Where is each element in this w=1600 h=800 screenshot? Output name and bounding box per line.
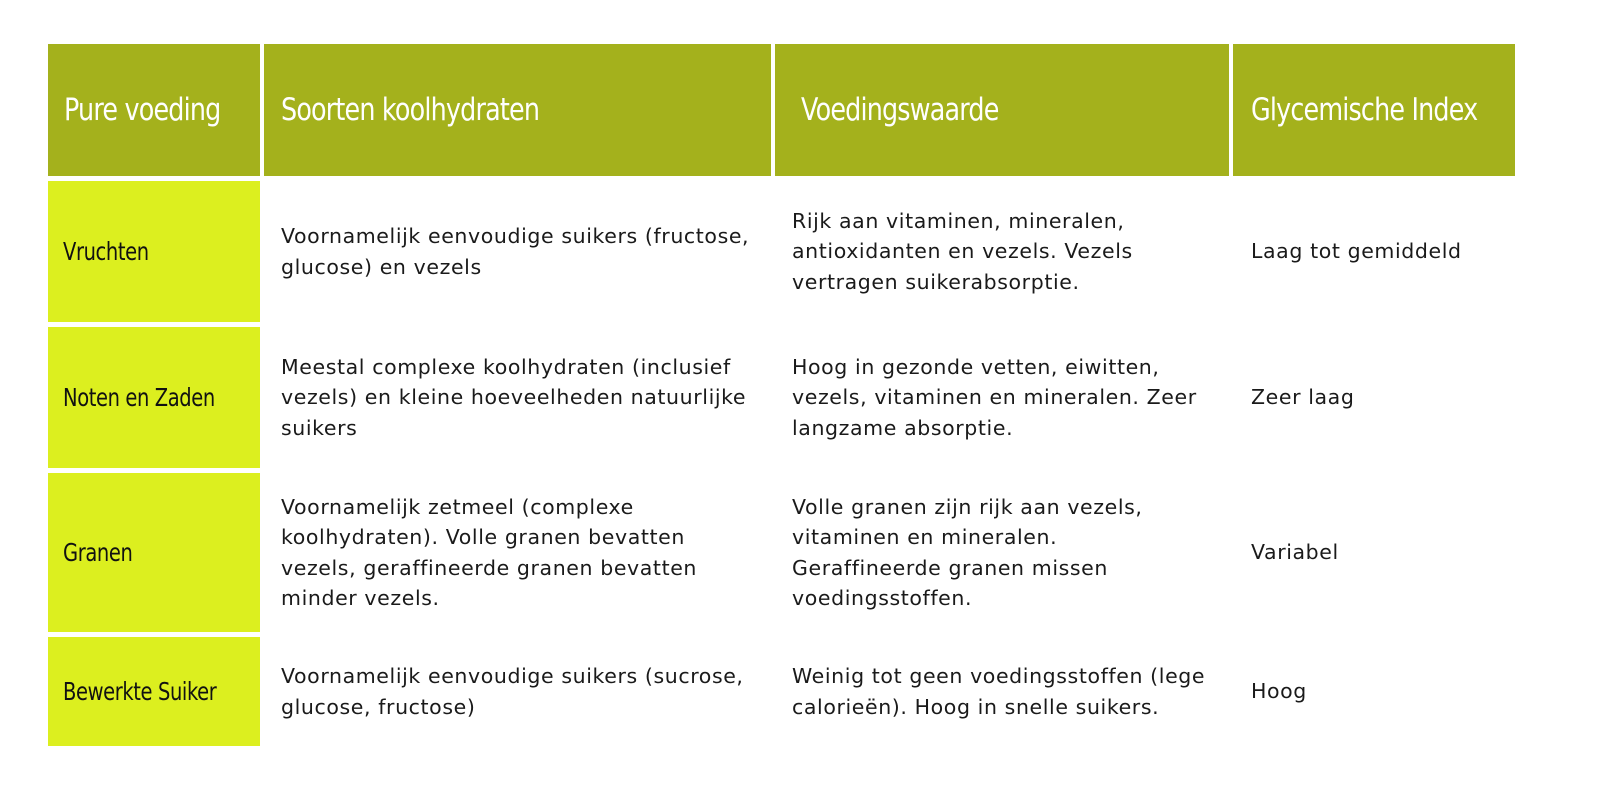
header-label: Glycemische Index: [1251, 92, 1478, 128]
nutrition-cell: [775, 473, 1229, 632]
nutrition-cell: [775, 181, 1229, 322]
carbs-text: Voornamelijk zetmeel (complexe koolhydraten). Volle granen bevatten vezels, geraffineerde granen bevatten minder vezels.: [281, 494, 698, 610]
gi-cell: [1233, 637, 1515, 746]
food-cell-vruchten: [48, 181, 260, 322]
carbs-cell: [264, 637, 771, 746]
gi-cell: [1233, 473, 1515, 632]
header-cell-glycemische-index: [1233, 44, 1515, 176]
carbs-cell: [264, 327, 771, 468]
carbs-text: Meestal complexe koolhydraten (inclusief vezels) en kleine hoeveelheden natuurlijke suikers: [281, 354, 747, 440]
header-cell-soorten-koolhydraten: [264, 44, 771, 176]
gi-cell: [1233, 181, 1515, 322]
header-label: Voedingswaarde: [801, 92, 999, 128]
food-label: Noten en Zaden: [63, 383, 215, 412]
gi-text: Variabel: [1251, 540, 1339, 565]
nutrition-text: Weinig tot geen voedingsstoffen (lege calorieën). Hoog in snelle suikers.: [792, 664, 1206, 719]
food-cell-noten-en-zaden: [48, 327, 260, 468]
food-label: Granen: [63, 538, 133, 567]
gi-text: Hoog: [1251, 679, 1307, 704]
gi-text: Laag tot gemiddeld: [1251, 239, 1462, 264]
header-cell-voedingswaarde: [775, 44, 1229, 176]
nutrition-text: Hoog in gezonde vetten, eiwitten, vezels, vitaminen en mineralen. Zeer langzame absorptie.: [792, 354, 1197, 440]
food-cell-granen: [48, 473, 260, 632]
food-cell-bewerkte-suiker: [48, 637, 260, 746]
nutrition-text: Volle granen zijn rijk aan vezels, vitaminen en mineralen. Geraffineerde granen missen voedingsstoffen.: [792, 494, 1143, 610]
header-label: Soorten koolhydraten: [281, 92, 540, 128]
gi-text: Zeer laag: [1251, 385, 1355, 410]
food-label: Bewerkte Suiker: [63, 677, 217, 706]
header-cell-pure-voeding: [48, 44, 260, 176]
nutrition-text: Rijk aan vitaminen, mineralen, antioxidanten en vezels. Vezels vertragen suikerabsorptie.: [792, 208, 1133, 294]
food-label: Vruchten: [63, 237, 149, 266]
gi-cell: [1233, 327, 1515, 468]
carbs-text: Voornamelijk eenvoudige suikers (sucrose, glucose, fructose): [281, 664, 744, 719]
carbs-cell: [264, 181, 771, 322]
carbs-text: Voornamelijk eenvoudige suikers (fructose, glucose) en vezels: [281, 224, 750, 279]
carbs-cell: [264, 473, 771, 632]
header-label: Pure voeding: [64, 92, 221, 128]
nutrition-cell: [775, 327, 1229, 468]
nutrition-cell: [775, 637, 1229, 746]
